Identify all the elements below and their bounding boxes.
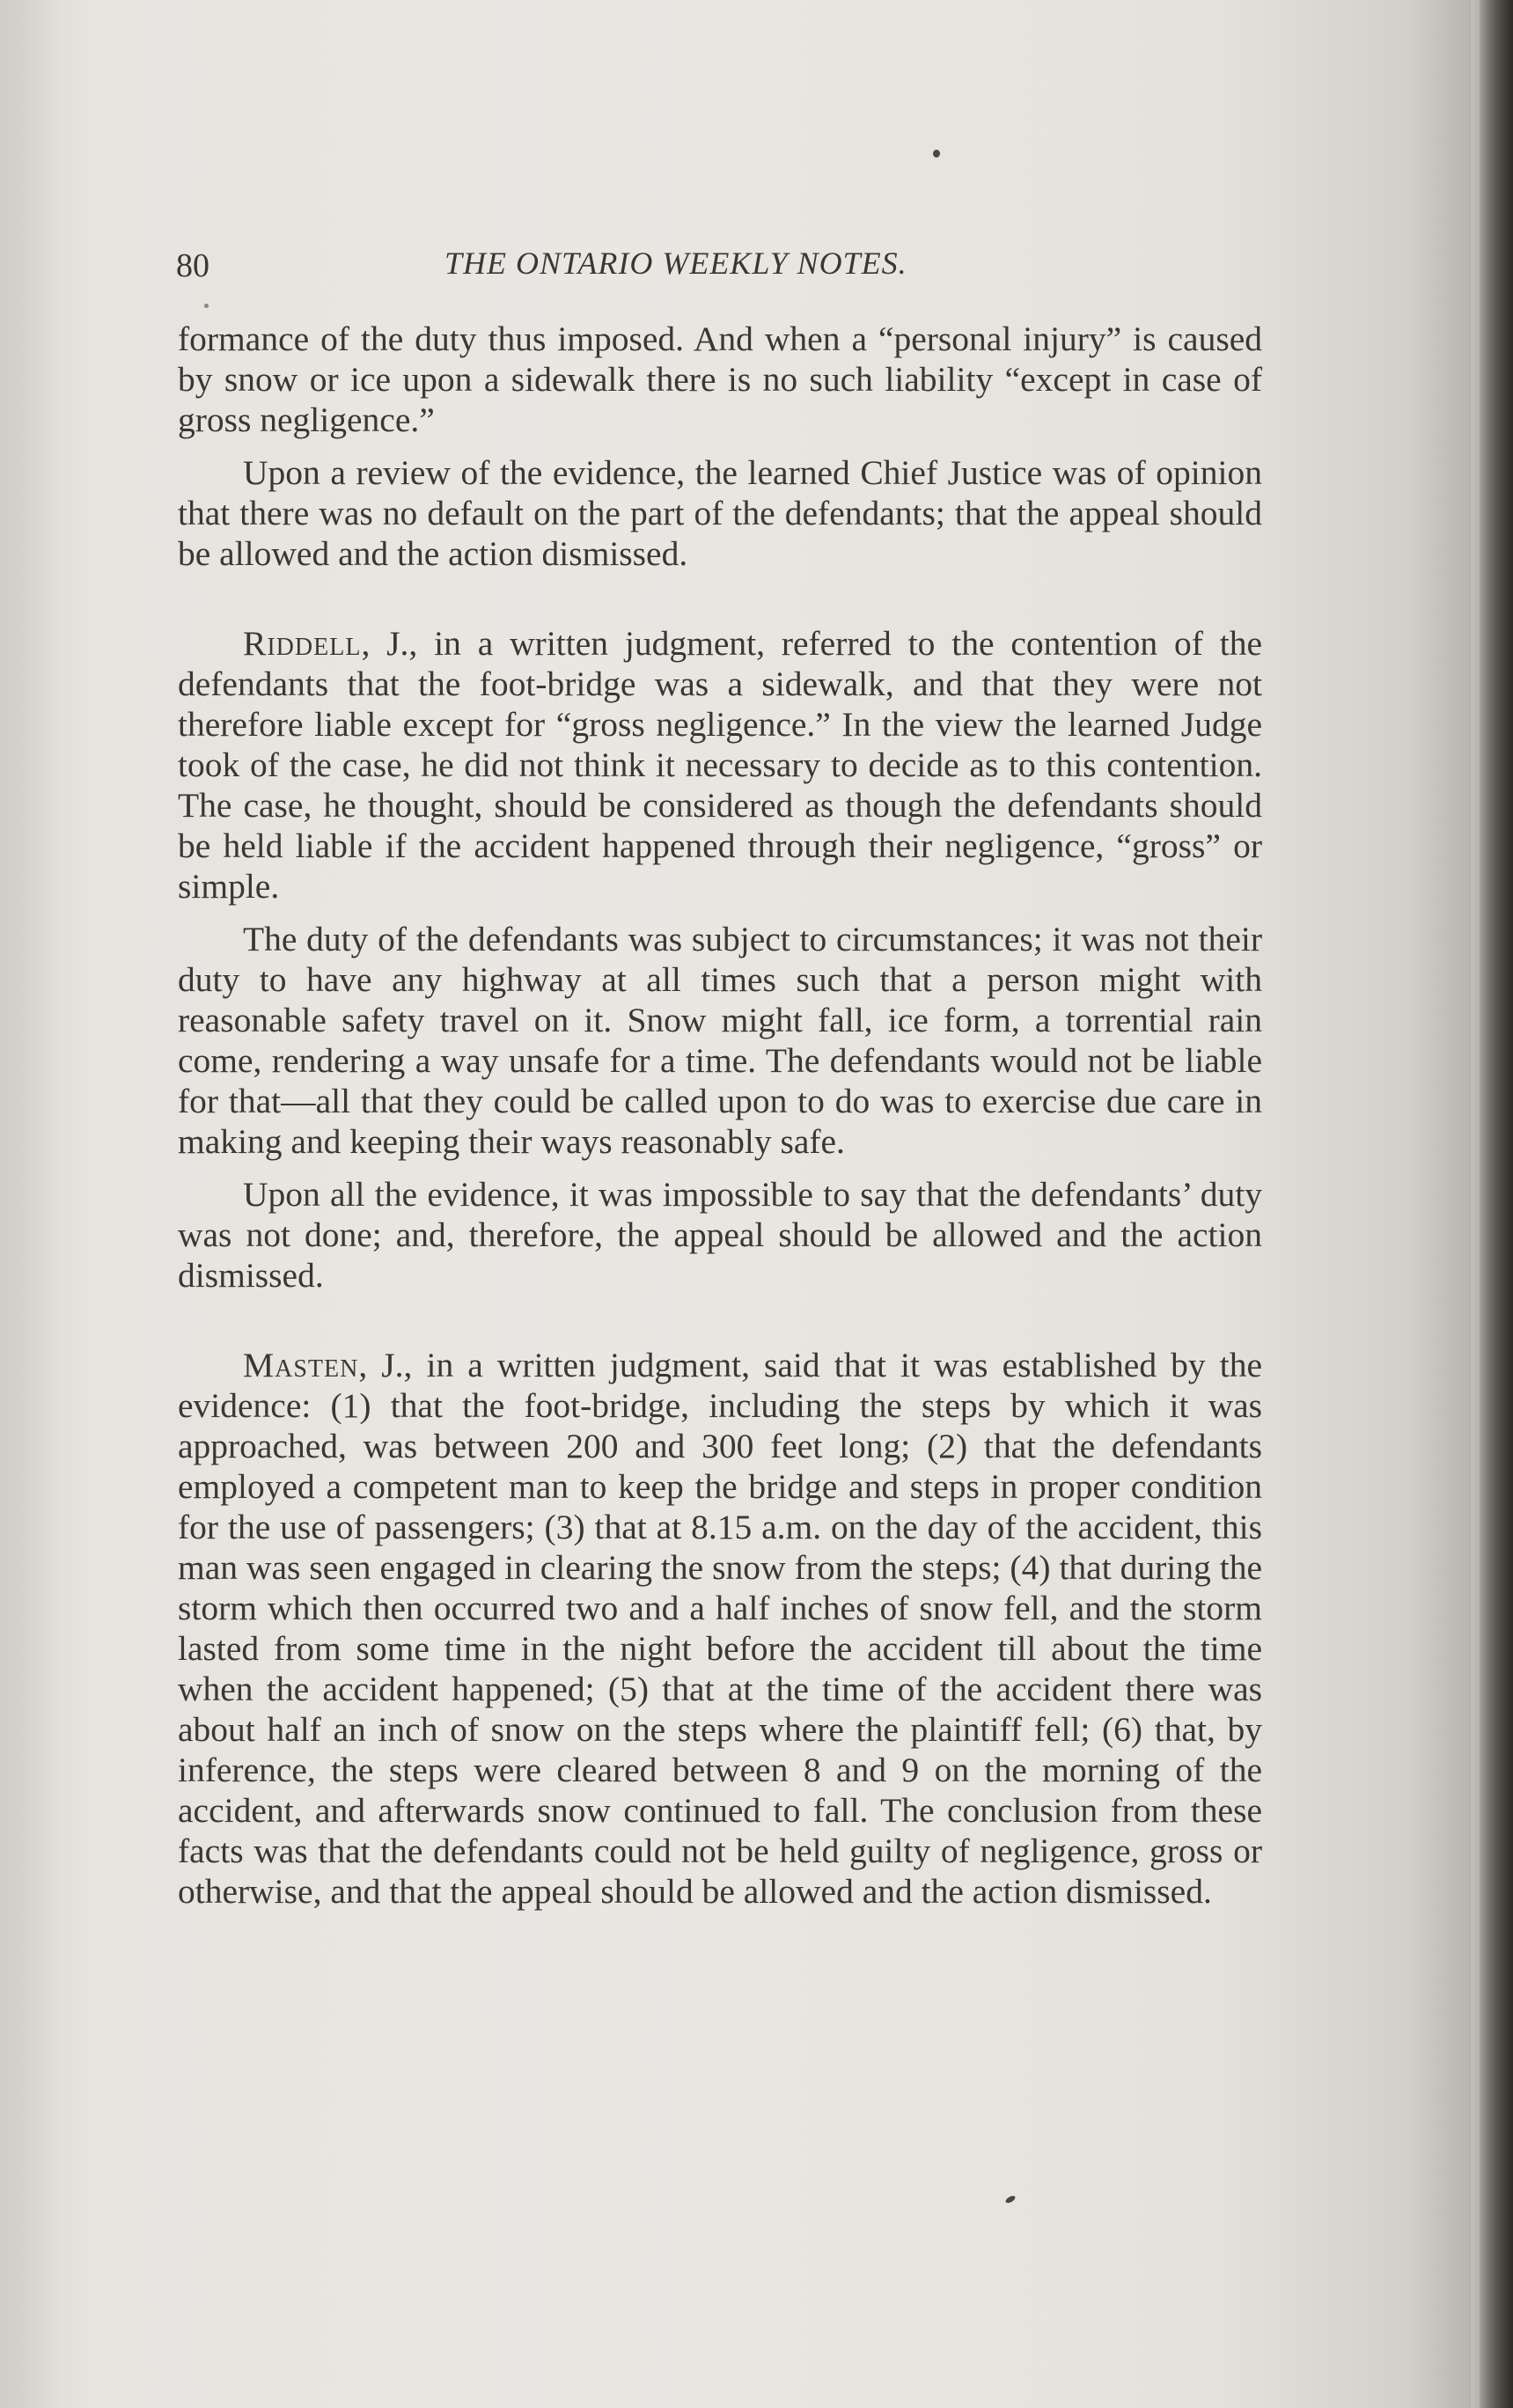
- judge-name-masten: Masten: [243, 1346, 359, 1384]
- page-edge-shadow: [1480, 0, 1513, 2408]
- paragraph-continuation: formance of the duty thus imposed. And when a “personal injury” is caused by snow or ice upon a sidewalk there is no such liability “except in case of gross negligence.”: [178, 319, 1262, 439]
- dust-speck: [204, 304, 209, 308]
- page-body: [178, 319, 1262, 1912]
- paragraph-riddell-conclusion: Upon all the evidence, it was impossible to say that the defendants’ duty was not done; and, therefore, the appeal should be allowed and the action dismissed.: [178, 1175, 1262, 1295]
- paragraph-masten-judgment: [178, 1345, 1262, 1912]
- dust-speck: [933, 150, 940, 158]
- running-header: [176, 239, 1267, 292]
- paragraph-chief-justice-opinion: Upon a review of the evidence, the learned Chief Justice was of opinion that there was no default on the part of the defendants; that the appeal should be allowed and the action dismissed.: [178, 453, 1262, 573]
- riddell-judgment-text: , J., in a written judgment, referred to the contention of the defendants that the foot-bridge was a sidewalk, and that they were not therefore liable except for “gross negligence.” In the view the learned Judge took of the case, he did not think it necessary to decide as to this contention. The case, he thought, should be considered as though the defendants should be held liable if the accident happened through their negligence, “gross” or simple.: [178, 624, 1262, 906]
- dust-speck: [1004, 2194, 1016, 2204]
- running-title: THE ONTARIO WEEKLY NOTES.: [444, 246, 907, 281]
- masten-judgment-text: , J., in a written judgment, said that it was established by the evidence: (1) that the foot-bridge, including the steps by which it was approached, was between 200 and 300 feet long; (2) that the defendants employed a competent man to keep the bridge and steps in proper condition for the use of passengers; (3) that at 8.15 a.m. on the day of the accident, this man was seen engaged in clearing the snow from the steps; (4) that during the storm which then occurred two and a half inches of snow fell, and the storm lasted from some time in the night before the accident till about the time when the accident happened; (5) that at the time of the accident there was about half an inch of snow on the steps where the plaintiff fell; (6) that, by inference, the steps were cleared between 8 and 9 on the morning of the accident, and afterwards snow continued to fall. The conclusion from these facts was that the defendants could not be held guilty of negligence, gross or otherwise, and that the appeal should be allowed and the action dismissed.: [178, 1346, 1262, 1911]
- page-number: 80: [176, 247, 209, 284]
- paragraph-duty-of-defendants: The duty of the defendants was subject to circumstances; it was not their duty to have any highway at all times such that a person might with reasonable safety travel on it. Snow might fall, ice form, a torrential rain come, rendering a way unsafe for a time. The defendants would not be liable for that—all that they could be called upon to do was to exercise due care in making and keeping their ways reasonably safe.: [178, 920, 1262, 1161]
- judge-name-riddell: Riddell: [243, 624, 362, 663]
- page-edge-highlight: [1471, 0, 1480, 2408]
- paragraph-riddell-judgment: [178, 623, 1262, 907]
- page-shadow-left: [0, 0, 62, 2408]
